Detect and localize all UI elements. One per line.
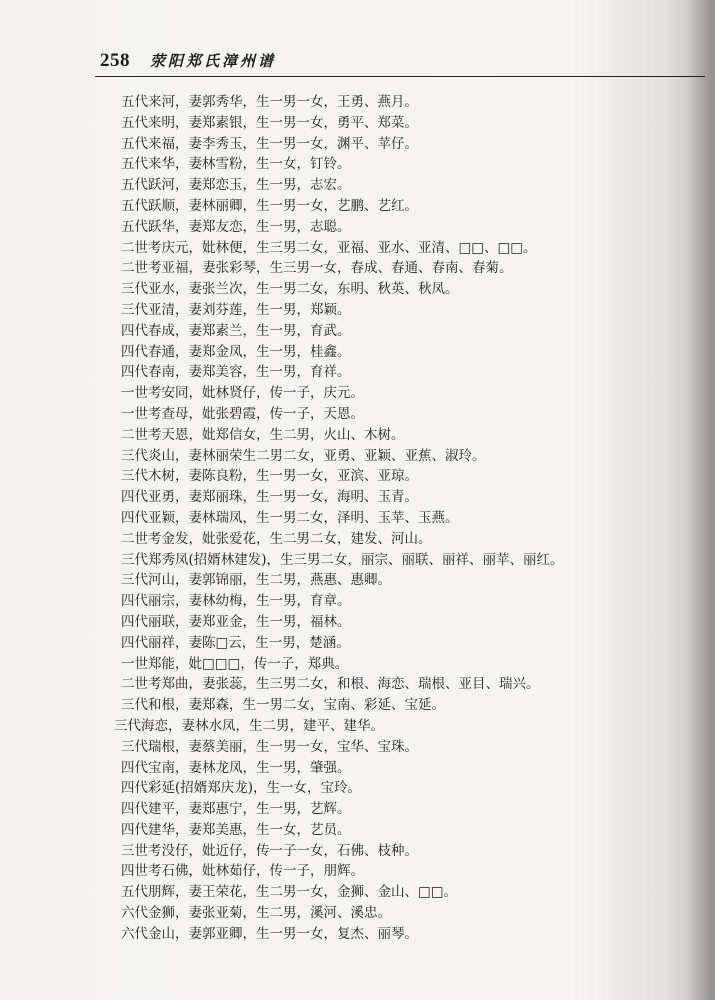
genealogy-entry: 三代亚清，妻刘芬莲，生一男，郑颖。 [121, 301, 351, 318]
page-number: 258 [100, 50, 130, 71]
genealogy-entry: 五代跃顺，妻林丽卿，生一男一女，艺鹏、艺红。 [121, 197, 418, 214]
genealogy-entry: 五代朋辉，妻王荣花，生二男一女，金狮、金山、□□。 [121, 884, 458, 901]
genealogy-entry: 四代春成，妻郑素兰，生一男，育武。 [121, 322, 351, 339]
binding-shadow [687, 0, 715, 1000]
header-rule [95, 76, 705, 77]
genealogy-entry: 四代彩延(招婿郑庆龙)，生一女，宝玲。 [121, 780, 362, 797]
page-header [100, 50, 690, 76]
genealogy-entry: 三代海恋，妻林水凤，生二男，建平、建华。 [114, 717, 384, 734]
genealogy-entry: 一世考安同，妣林贤仔，传一子，庆元。 [121, 385, 364, 402]
genealogy-entry: 三代和根，妻郑森，生一男二女，宝南、彩延、宝延。 [121, 697, 445, 714]
genealogy-entry: 四代丽祥，妻陈□云，生一男，楚涵。 [121, 634, 350, 651]
genealogy-entry: 六代金山，妻郭亚卿，生一男一女，复杰、丽琴。 [121, 925, 418, 942]
genealogy-entry: 二世考庆元，妣林便，生三男二女，亚福、亚水、亚清、□□、□□。 [121, 239, 537, 256]
genealogy-entry: 五代来河，妻郭秀华，生一男一女，王勇、燕月。 [121, 94, 418, 110]
genealogy-entry: 五代来明，妻郑素银，生一男一女，勇平、郑菜。 [121, 114, 418, 131]
genealogy-text [0, 92, 680, 945]
running-title: 荥阳郑氏漳州谱 [150, 52, 277, 70]
genealogy-entry: 一世考查母，妣张碧霞，传一子，天恩。 [121, 405, 364, 422]
genealogy-entry: 四代丽联，妻郑亚金，生一男，福林。 [121, 613, 351, 630]
genealogy-entry: 三世考没仔，妣近仔，传一子一女，石佛、枝种。 [121, 842, 418, 859]
genealogy-entry: 二世考金发，妣张爱花，生二男二女，建发、河山。 [121, 530, 432, 547]
genealogy-entry: 四代春南，妻郑美容，生一男，育祥。 [121, 364, 351, 381]
genealogy-entry: 五代跃河，妻郑恋玉，生一男，志宏。 [121, 177, 351, 194]
genealogy-entry: 五代跃华，妻郑友恋，生一男，志聪。 [121, 218, 351, 235]
genealogy-entry: 五代来福，妻李秀玉，生一男一女，渊平、苹仔。 [121, 135, 418, 152]
genealogy-entry: 三代亚水，妻张兰次，生一男二女，东明、秋英、秋凤。 [121, 281, 459, 298]
genealogy-entry: 三代木树，妻陈良粉，生一男一女，亚滨、亚琼。 [121, 468, 418, 485]
genealogy-entry: 四代丽宗，妻林幼梅，生一男，育章。 [121, 593, 351, 610]
genealogy-entry: 三代郑秀凤(招婿林建发)，生三男二女，丽宗、丽联、丽祥、丽苹、丽红。 [121, 551, 564, 568]
genealogy-entry: 三代河山，妻郭锦丽，生二男，燕惠、惠卿。 [121, 572, 391, 589]
genealogy-entry: 二世考郑曲，妻张蕊，生三男二女，和根、海恋、瑞根、亚目、瑞兴。 [121, 676, 540, 693]
genealogy-entry: 二世考天恩，妣郑信女，生二男，火山、木树。 [121, 426, 405, 443]
genealogy-entry: 四代建平，妻郑惠宁，生一男，艺辉。 [121, 801, 351, 818]
genealogy-entry: 四世考石佛，妣林茹仔，传一子，朋辉。 [121, 863, 364, 880]
genealogy-entry: 四代亚颖，妻林瑞凤，生一男二女，泽明、玉苹、玉燕。 [121, 509, 459, 526]
genealogy-entry: 三代炎山，妻林丽荣生二男二女，亚勇、亚颖、亚蕉、淑玲。 [121, 447, 486, 464]
genealogy-entry: 五代来华，妻林雪粉，生一女，钉铃。 [121, 156, 351, 173]
genealogy-entry: 四代建华，妻郑美惠，生一女，艺员。 [121, 821, 351, 838]
genealogy-entry: 四代亚勇，妻郑丽珠，生一男一女，海明、玉青。 [121, 489, 418, 506]
genealogy-entry: 三代瑞根，妻蔡美丽，生一男一女，宝华、宝珠。 [121, 738, 418, 755]
genealogy-entry: 二世考亚福，妻张彩琴，生三男一女，春成、春通、春南、春菊。 [121, 260, 513, 277]
genealogy-entry: 四代宝南，妻林龙凤，生一男，肇强。 [121, 759, 351, 776]
genealogy-entry: 一世郑能，妣□□□，传一子，郑典。 [121, 655, 349, 672]
genealogy-entry: 六代金狮，妻张亚菊，生二男，溪河、溪忠。 [121, 905, 391, 922]
genealogy-entry: 四代春通，妻郑金凤，生一男，桂鑫。 [121, 343, 351, 360]
